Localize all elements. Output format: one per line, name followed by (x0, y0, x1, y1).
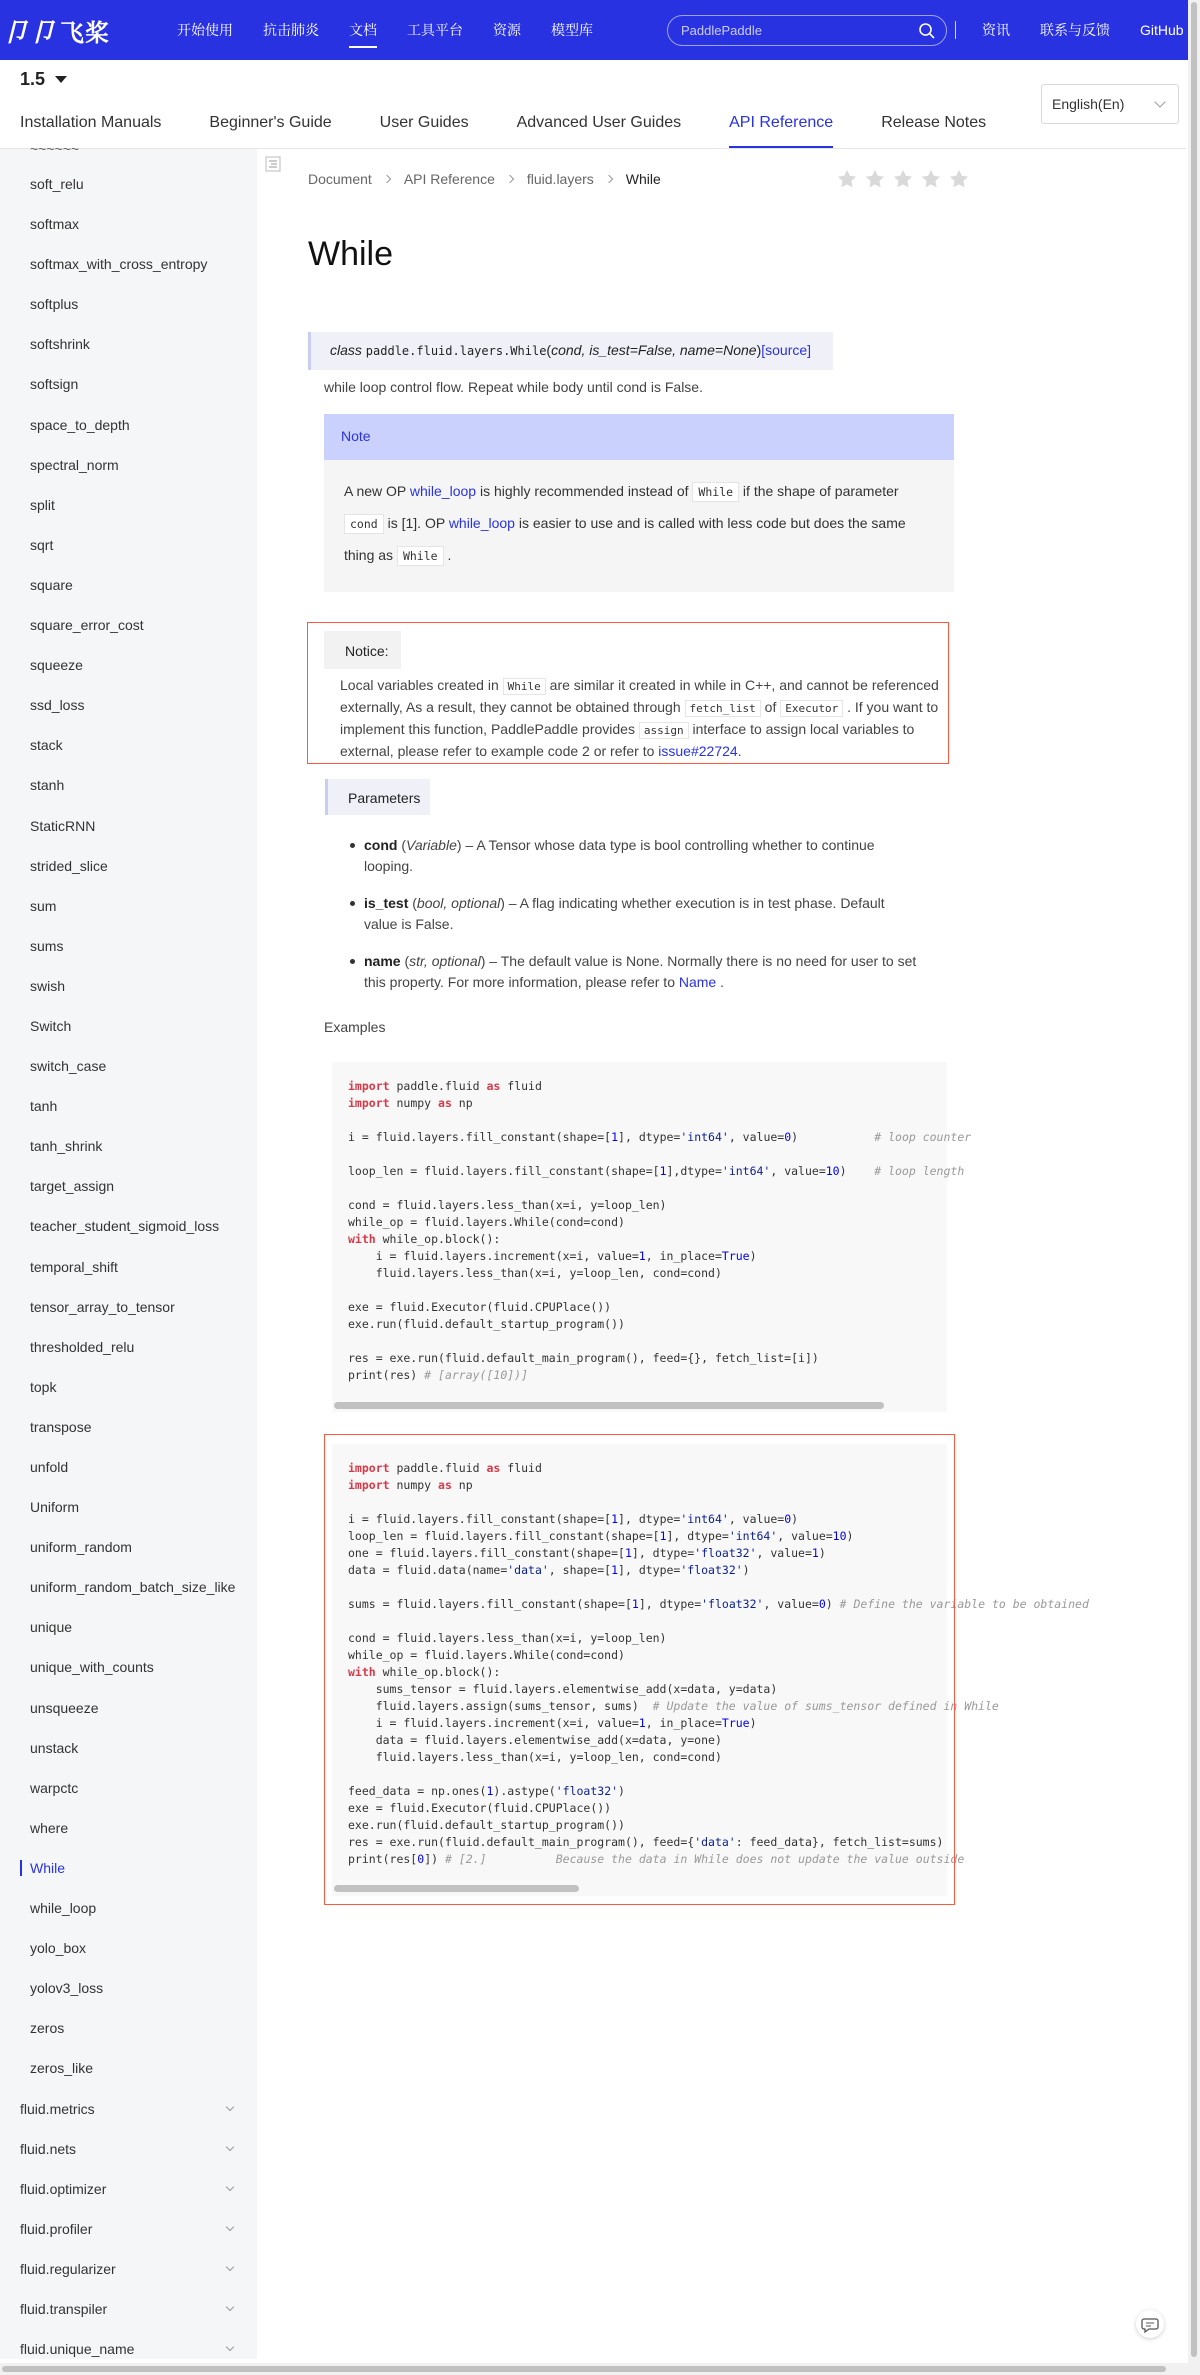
chevron-down-icon (226, 2343, 234, 2351)
nav-item-resources[interactable]: 资源 (493, 22, 521, 38)
note-text: is easier to use and is called with less code but does the same thing as (344, 515, 906, 563)
inline-code: Executor (780, 700, 843, 717)
sidebar-item-zeros-like[interactable]: zeros_like (30, 2060, 94, 2077)
star-icon[interactable] (920, 168, 942, 190)
param-name: is_test (364, 895, 409, 911)
link-github[interactable]: GitHub (1140, 22, 1184, 38)
note-text: . (443, 547, 452, 563)
sidebar-item-stack[interactable]: stack (30, 737, 63, 754)
link-news[interactable]: 资讯 (982, 22, 1010, 38)
tab-release-notes[interactable]: Release Notes (881, 114, 987, 131)
sidebar-item-split[interactable]: split (30, 496, 55, 513)
api-signature: class paddle.fluid.layers.While(cond, is_test=False, name=None)[source] (308, 332, 833, 370)
sidebar-item-unique-with-counts[interactable]: unique_with_counts (30, 1659, 154, 1676)
name-link[interactable]: Name (678, 974, 717, 990)
chevron-right-icon (605, 175, 613, 183)
tab-api-reference[interactable]: API Reference (729, 104, 833, 148)
param-type: bool, optional (416, 895, 501, 911)
chat-feedback-icon[interactable] (1136, 2310, 1164, 2338)
notice-box (307, 622, 949, 764)
tab-beginners-guide[interactable]: Beginner's Guide (209, 114, 332, 131)
nav-item-covid[interactable]: 抗击肺炎 (263, 22, 319, 38)
inline-code: While (397, 546, 444, 566)
notice-text: . (737, 743, 742, 759)
main-nav (177, 0, 623, 60)
sidebar-item-yolo-box[interactable]: yolo_box (30, 1940, 87, 1957)
sidebar-item-while[interactable]: While (0, 1853, 257, 1893)
sidebar-group-fluid-profiler[interactable] (0, 2214, 257, 2254)
tab-advanced-user-guides[interactable]: Advanced User Guides (516, 114, 682, 131)
sidebar-item-thresholded-relu[interactable]: thresholded_relu (30, 1338, 135, 1355)
highlight-outline (324, 1434, 955, 1905)
nav-item-docs[interactable]: 文档 (349, 0, 377, 60)
sidebar-item-unstack[interactable]: unstack (30, 1739, 79, 1756)
chevron-down-icon (226, 2182, 234, 2190)
sidebar-group-label: fluid.metrics (20, 2100, 95, 2117)
sidebar-item-square-error-cost[interactable]: square_error_cost (30, 617, 144, 634)
caret-down-icon (55, 76, 67, 83)
sidebar-item-softsign[interactable]: softsign (30, 376, 79, 393)
sig-args: cond, is_test=False, name=None (551, 342, 757, 358)
chat-bubble-icon (1136, 2310, 1164, 2338)
logo-text: 飞桨 (60, 19, 111, 47)
chevron-down-icon (226, 2263, 234, 2271)
collapse-sidebar-icon[interactable] (265, 156, 281, 172)
note-text: if the shape of parameter (739, 483, 899, 499)
star-icon[interactable] (836, 168, 858, 190)
sidebar-item-uniform-random[interactable]: uniform_random (30, 1539, 132, 1556)
star-icon[interactable] (948, 168, 970, 190)
version-label: 1.5 (20, 68, 46, 89)
version-selector[interactable] (20, 66, 67, 92)
paddle-logo-icon: 卩卩 (2, 16, 57, 47)
inline-code: While (503, 678, 546, 695)
sidebar-item-temporal-shift[interactable]: temporal_shift (30, 1258, 118, 1275)
sidebar-item-spectral-norm[interactable]: spectral_norm (30, 456, 119, 473)
sidebar-item-switch-case[interactable]: switch_case (30, 1058, 107, 1075)
header-divider (955, 21, 956, 39)
note-text: is highly recommended instead of (476, 483, 693, 499)
inline-code: While (692, 482, 739, 502)
notice-text: of (760, 699, 781, 715)
notice-text: Local variables created in (340, 677, 503, 693)
sidebar-group-label: fluid.nets (20, 2140, 77, 2157)
breadcrumb-fluid-layers[interactable]: fluid.layers (526, 171, 594, 187)
param-name: name (364, 953, 401, 969)
header-links (982, 0, 1184, 60)
sig-name: paddle.fluid.layers.While (365, 344, 547, 358)
sidebar-item-yolov3-loss[interactable]: yolov3_loss (30, 1980, 104, 1997)
breadcrumb-current: While (625, 171, 661, 187)
sidebar-item-teacher-student-sigmoid-loss[interactable]: teacher_student_sigmoid_loss (30, 1218, 220, 1235)
chevron-right-icon (506, 175, 514, 183)
notice-text: . If you want to implement this function, PaddlePaddle provides (340, 699, 939, 737)
nav-item-tools[interactable]: 工具平台 (407, 22, 463, 38)
sidebar-partial-item: ~~~~~~ (30, 141, 80, 157)
chevron-down-icon (226, 2142, 234, 2150)
source-link[interactable]: [source] (761, 342, 812, 358)
sidebar-item-softmax-with-cross-entropy[interactable]: softmax_with_cross_entropy (30, 256, 208, 273)
note-body (324, 460, 954, 572)
breadcrumb-document[interactable]: Document (308, 171, 372, 187)
sidebar-item-squeeze[interactable]: squeeze (30, 657, 83, 674)
sidebar-item-target-assign[interactable]: target_assign (30, 1178, 115, 1195)
param-name-item: name (str, optional) – The default value is None. Normally there is no need for user to set this property. For more information, please refer to Name . (350, 951, 920, 993)
breadcrumb (308, 171, 661, 187)
sidebar-item-space-to-depth[interactable]: space_to_depth (30, 416, 130, 433)
param-type: str, optional (409, 953, 481, 969)
notice-text: interface to assign local variables to external, please refer to example code 2 or refer to (340, 721, 915, 759)
inline-code: cond (344, 514, 384, 534)
param-desc: – A flag indicating whether execution is in test phase. Default value is False. (364, 895, 885, 932)
param-is-test: is_test (bool, optional) – A flag indicating whether execution is in test phase. Default value is False. (350, 893, 920, 935)
tab-user-guides[interactable]: User Guides (379, 114, 469, 131)
language-value: English(En) (1052, 96, 1125, 112)
sidebar-item-swish[interactable]: swish (30, 977, 66, 994)
chevron-down-icon (226, 2102, 234, 2110)
code-example-2[interactable]: import paddle.fluid as fluid import numpy as np i = fluid.layers.fill_constant(shape=[1], dtype='int64', value=0) loop_len = fluid.layers.fill_constant(shape=[1], dtype='int64', value=10) one = fluid.layers.fill_constant(shape=[1], dtype='float32', value=1) data = fluid.data(name='data', shape=[1], dtype='float32') sums = fluid.layers.fill_constant(shape=[1], dtype='float32', value=0) # Define the variable to be obtained cond = fluid.layers.less_than(x=i, y=loop_len) while_op = fluid.layers.While(cond=cond) with while_op.block(): sums_tensor = fluid.layers.elementwise_add(x=data, y=data) fluid.layers.assign(sums_tensor, sums) # Update the value of sums_tensor defined in While i = fluid.layers.increment(x=i, value=1, in_place=True) data = fluid.layers.elementwise_add(x=data, y=one) fluid.layers.less_than(x=i, y=loop_len, cond=cond) feed_data = np.ones(1).astype('float32') exe = fluid.Executor(fluid.CPUPlace()) exe.run(fluid.default_startup_program()) res = exe.run(fluid.default_main_program(), feed={'data': feed_data}, fetch_list=sums) print(res[0]) # [2.] Because the data in While does not update the value outside (332, 1444, 947, 1896)
sidebar-item-sqrt[interactable]: sqrt (30, 536, 54, 553)
notice-text: are similar it created in while in C++, and cannot be referenced externally, As a result, they cannot be obtained through (340, 677, 939, 715)
sidebar-item-tensor-array-to-tensor[interactable]: tensor_array_to_tensor (30, 1298, 175, 1315)
page-horizontal-scrollbar[interactable] (0, 2363, 1188, 2375)
sidebar-item-unfold[interactable]: unfold (30, 1459, 69, 1475)
chevron-down-icon (226, 2223, 234, 2231)
sidebar-item-square[interactable]: square (30, 576, 73, 593)
sidebar-group-fluid-transpiler[interactable] (0, 2294, 257, 2334)
inline-code: fetch_list (685, 700, 761, 717)
sidebar-list (0, 169, 257, 2374)
parameter-list (350, 835, 920, 1009)
star-icon[interactable] (864, 168, 886, 190)
sidebar-item-staticrnn[interactable]: StaticRNN (30, 817, 96, 834)
param-desc: . (716, 974, 725, 990)
sidebar-item-zeros[interactable]: zeros (30, 2020, 65, 2037)
sidebar-item-softplus[interactable]: softplus (30, 296, 79, 313)
sidebar-item-soft-relu[interactable]: soft_relu (30, 176, 84, 192)
notice-heading: Notice: (324, 631, 401, 669)
sidebar-item-while-loop[interactable]: while_loop (30, 1900, 97, 1917)
sidebar-item-unsqueeze[interactable]: unsqueeze (30, 1699, 99, 1716)
code-scrollbar[interactable] (334, 1402, 884, 1409)
param-desc: – The default value is None. Normally there is no need for user to set this property. For more information, please refer to (364, 953, 917, 990)
chevron-down-icon (226, 2303, 234, 2311)
sidebar-item-warpctc[interactable]: warpctc (30, 1779, 79, 1796)
search-input[interactable] (667, 15, 947, 46)
scrollbar-thumb[interactable] (1191, 2, 1197, 2357)
api-description: while loop control flow. Repeat while body until cond is False. (324, 379, 703, 395)
chevron-down-icon (1154, 96, 1165, 107)
sidebar-item-where[interactable]: where (30, 1819, 69, 1836)
parameters-heading: Parameters (325, 779, 430, 815)
rating-stars (836, 168, 970, 190)
issue-link[interactable]: issue#22724 (658, 743, 738, 759)
sidebar-group-label: fluid.transpiler (20, 2300, 108, 2317)
note-text: is [1]. OP (383, 515, 449, 531)
while-loop-link[interactable]: while_loop (409, 483, 477, 499)
paddle-logo[interactable] (2, 12, 110, 48)
search-icon[interactable] (918, 22, 936, 40)
sidebar-item-switch[interactable]: Switch (30, 1017, 72, 1034)
sidebar-item-softshrink[interactable]: softshrink (30, 336, 90, 353)
breadcrumb-api-reference[interactable]: API Reference (403, 171, 495, 187)
sidebar-group-fluid-nets[interactable] (0, 2134, 257, 2174)
star-icon[interactable] (892, 168, 914, 190)
sidebar-item-ssd-loss[interactable]: ssd_loss (30, 697, 85, 714)
sidebar-group-label: fluid.optimizer (20, 2180, 107, 2197)
page-title: While (308, 235, 394, 273)
param-type: Variable (406, 837, 457, 853)
sidebar-item-tanh[interactable]: tanh (30, 1098, 58, 1115)
sidebar-group-label: fluid.profiler (20, 2220, 93, 2237)
note-box (324, 414, 954, 592)
api-sidebar (0, 141, 257, 2359)
sidebar-item-sums[interactable]: sums (30, 937, 64, 954)
sidebar-item-topk[interactable]: topk (30, 1378, 57, 1395)
language-select[interactable] (1041, 84, 1179, 124)
sidebar-group-label: fluid.regularizer (20, 2260, 116, 2277)
sidebar-item-tanh-shrink[interactable]: tanh_shrink (30, 1138, 103, 1155)
page-vertical-scrollbar[interactable] (1188, 0, 1200, 2375)
note-heading: Note (324, 414, 954, 460)
sidebar-item-unique[interactable]: unique (30, 1619, 73, 1636)
note-text: A new OP (344, 483, 410, 499)
sidebar-group-fluid-regularizer[interactable] (0, 2254, 257, 2294)
param-name: cond (364, 837, 398, 853)
chevron-right-icon (383, 175, 391, 183)
nav-item-get-started[interactable]: 开始使用 (177, 22, 233, 38)
sidebar-item-softmax[interactable]: softmax (30, 216, 80, 233)
sidebar-item-uniform[interactable]: Uniform (30, 1499, 80, 1516)
scrollbar-thumb[interactable] (2, 2366, 1166, 2372)
while-loop-link[interactable]: while_loop (448, 515, 515, 531)
examples-label: Examples (324, 1019, 386, 1035)
code-example-1[interactable]: import paddle.fluid as fluid import numpy as np i = fluid.layers.fill_constant(shape=[1], dtype='int64', value=0) # loop counter loop_len = fluid.layers.fill_constant(shape=[1],dtype='int64', value=10) # loop length cond = fluid.layers.less_than(x=i, y=loop_len) while_op = fluid.layers.While(cond=cond) with while_op.block(): i = fluid.layers.increment(x=i, value=1, in_place=True) fluid.layers.less_than(x=i, y=loop_len, cond=cond) exe = fluid.Executor(fluid.CPUPlace()) exe.run(fluid.default_startup_program()) res = exe.run(fluid.default_main_program(), feed={}, fetch_list=[i]) print(res) # [array([10])] (332, 1062, 947, 1412)
param-cond: cond (Variable) – A Tensor whose data type is bool controlling whether to continue looping. (350, 835, 920, 877)
inline-code: assign (639, 722, 689, 739)
sig-class-keyword: class (330, 342, 362, 358)
nav-item-models[interactable]: 模型库 (551, 22, 593, 38)
doc-tabs (0, 104, 1014, 148)
sidebar-group-label: fluid.unique_name (20, 2341, 135, 2358)
link-feedback[interactable]: 联系与反馈 (1040, 22, 1110, 38)
sidebar-item-strided-slice[interactable]: strided_slice (30, 857, 108, 874)
notice-body (340, 675, 940, 762)
sidebar-item-transpose[interactable]: transpose (30, 1418, 92, 1435)
sidebar-item-sum[interactable]: sum (30, 897, 57, 914)
sidebar-item-uniform-random-batch-size-like[interactable]: uniform_random_batch_size_like (30, 1579, 236, 1596)
tab-installation-manuals[interactable]: Installation Manuals (20, 114, 162, 131)
param-desc: – A Tensor whose data type is bool controlling whether to continue looping. (364, 837, 875, 874)
sidebar-group-fluid-metrics[interactable] (0, 2094, 257, 2134)
sidebar-group-fluid-optimizer[interactable] (0, 2174, 257, 2214)
top-navigation-bar (0, 0, 1200, 60)
sidebar-item-stanh[interactable]: stanh (30, 777, 65, 794)
